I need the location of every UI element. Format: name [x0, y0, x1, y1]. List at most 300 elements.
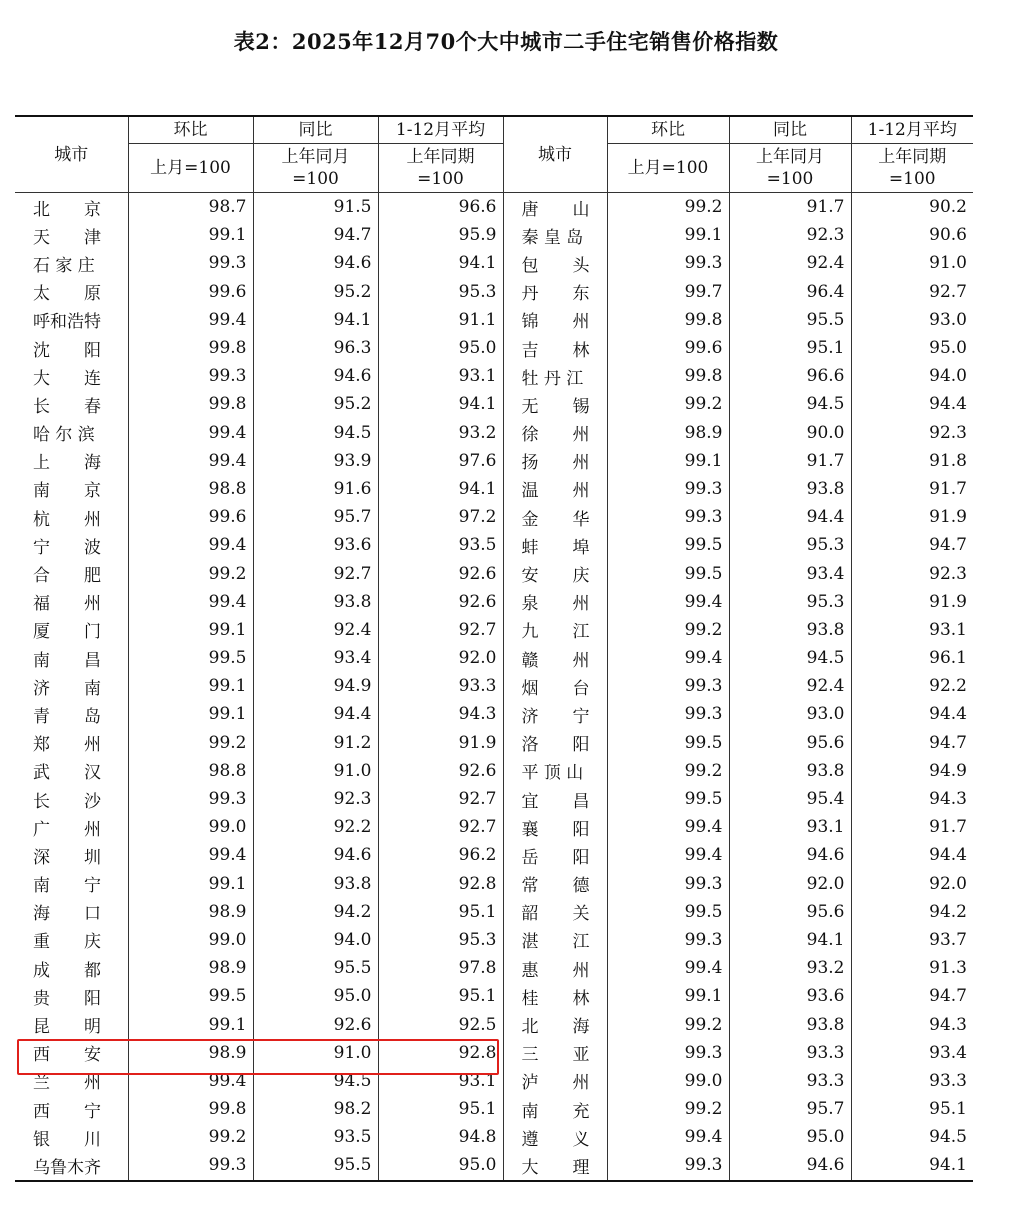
- table-row: [15, 700, 973, 728]
- left-city-cell: 长 春: [15, 390, 128, 418]
- right-mom-cell: 99.3: [607, 870, 729, 898]
- yoy-base-line2: =100: [766, 169, 814, 189]
- left-yoy-cell: 94.5: [253, 419, 378, 447]
- left-avg-cell: 96.6: [378, 193, 503, 222]
- left-city-cell: 沈 阳: [15, 334, 128, 362]
- right-avg-cell: 91.9: [851, 588, 973, 616]
- left-city-cell: 昆 明: [15, 1010, 128, 1038]
- right-city-cell: 包 头: [503, 249, 607, 277]
- right-city-cell: 丹 东: [503, 278, 607, 306]
- right-city-cell: 温 州: [503, 475, 607, 503]
- left-avg-cell: 92.5: [378, 1010, 503, 1038]
- left-city-cell: 西 安: [15, 1039, 128, 1067]
- left-city-cell: 深 圳: [15, 841, 128, 869]
- right-mom-cell: 99.3: [607, 672, 729, 700]
- right-avg-cell: 91.7: [851, 475, 973, 503]
- right-yoy-cell: 93.3: [729, 1067, 851, 1095]
- right-mom-cell: 99.7: [607, 278, 729, 306]
- table-row: [15, 813, 973, 841]
- right-avg-cell: 90.2: [851, 193, 973, 222]
- left-yoy-cell: 92.7: [253, 559, 378, 587]
- right-avg-cell: 94.7: [851, 982, 973, 1010]
- table-row: [15, 249, 973, 277]
- table-row: [15, 870, 973, 898]
- right-city-cell: 桂 林: [503, 982, 607, 1010]
- left-yoy-cell: 95.2: [253, 278, 378, 306]
- right-mom-cell: 99.2: [607, 616, 729, 644]
- left-city-cell: 大 连: [15, 362, 128, 390]
- left-yoy-cell: 93.8: [253, 588, 378, 616]
- right-mom-cell: 99.4: [607, 813, 729, 841]
- left-city-cell: 长 沙: [15, 785, 128, 813]
- right-avg-cell: 94.3: [851, 785, 973, 813]
- right-mom-cell: 99.4: [607, 841, 729, 869]
- right-mom-cell: 99.4: [607, 1123, 729, 1151]
- right-yoy-cell: 94.5: [729, 390, 851, 418]
- right-yoy-cell: 95.4: [729, 785, 851, 813]
- left-yoy-cell: 98.2: [253, 1095, 378, 1123]
- mom-base-header: 上月=100: [128, 144, 253, 193]
- left-city-cell: 天 津: [15, 221, 128, 249]
- right-city-cell: 襄 阳: [503, 813, 607, 841]
- right-yoy-cell: 94.6: [729, 1151, 851, 1180]
- avg-base-line1: 上年同期: [878, 147, 947, 167]
- left-mom-cell: 99.3: [128, 785, 253, 813]
- right-city-cell: 平 顶 山: [503, 757, 607, 785]
- price-index-table: [15, 115, 973, 1182]
- left-avg-cell: 97.2: [378, 503, 503, 531]
- left-mom-cell: 99.3: [128, 362, 253, 390]
- right-city-cell: 无 锡: [503, 390, 607, 418]
- avg-base-line2: =100: [888, 169, 936, 189]
- left-mom-cell: 98.9: [128, 1039, 253, 1067]
- table-row: [15, 531, 973, 559]
- left-mom-cell: 98.8: [128, 475, 253, 503]
- right-avg-cell: 91.3: [851, 954, 973, 982]
- right-mom-cell: 99.4: [607, 588, 729, 616]
- left-city-cell: 南 昌: [15, 644, 128, 672]
- avg-base-header: [378, 144, 503, 193]
- right-avg-cell: 94.4: [851, 841, 973, 869]
- table-title: 表2：2025年12月70个大中城市二手住宅销售价格指数: [233, 29, 779, 54]
- yoy-base-line1: 上年同月: [281, 147, 350, 167]
- right-yoy-cell: 96.6: [729, 362, 851, 390]
- right-mom-cell: 99.2: [607, 390, 729, 418]
- left-yoy-cell: 91.6: [253, 475, 378, 503]
- left-yoy-cell: 93.4: [253, 644, 378, 672]
- left-avg-cell: 95.3: [378, 278, 503, 306]
- right-avg-cell: 92.0: [851, 870, 973, 898]
- left-avg-cell: 96.2: [378, 841, 503, 869]
- left-city-cell: 厦 门: [15, 616, 128, 644]
- table-body: [15, 193, 973, 1181]
- right-mom-cell: 99.5: [607, 729, 729, 757]
- left-mom-cell: 99.1: [128, 221, 253, 249]
- left-avg-cell: 92.0: [378, 644, 503, 672]
- right-yoy-cell: 95.5: [729, 306, 851, 334]
- left-mom-cell: 99.6: [128, 278, 253, 306]
- left-mom-cell: 98.7: [128, 193, 253, 222]
- right-mom-cell: 99.6: [607, 334, 729, 362]
- right-mom-cell: 98.9: [607, 419, 729, 447]
- right-mom-cell: 99.8: [607, 306, 729, 334]
- table-row: [15, 193, 973, 222]
- right-mom-cell: 99.5: [607, 531, 729, 559]
- right-yoy-cell: 93.8: [729, 757, 851, 785]
- right-yoy-cell: 94.4: [729, 503, 851, 531]
- right-city-cell: 九 江: [503, 616, 607, 644]
- table-row: [15, 1123, 973, 1151]
- header-row-1: [15, 116, 973, 144]
- left-avg-cell: 95.1: [378, 1095, 503, 1123]
- left-avg-cell: 92.6: [378, 588, 503, 616]
- right-avg-cell: 94.2: [851, 898, 973, 926]
- left-yoy-cell: 94.0: [253, 926, 378, 954]
- right-yoy-cell: 93.4: [729, 559, 851, 587]
- right-mom-cell: 99.3: [607, 503, 729, 531]
- left-mom-cell: 99.4: [128, 841, 253, 869]
- header-row-2: [15, 144, 973, 193]
- left-yoy-cell: 94.6: [253, 362, 378, 390]
- left-yoy-cell: 94.5: [253, 1067, 378, 1095]
- right-yoy-cell: 95.1: [729, 334, 851, 362]
- left-avg-cell: 97.8: [378, 954, 503, 982]
- left-city-cell: 杭 州: [15, 503, 128, 531]
- left-yoy-cell: 94.4: [253, 700, 378, 728]
- right-avg-cell: 94.5: [851, 1123, 973, 1151]
- avg-base-line2: =100: [417, 169, 464, 189]
- right-yoy-cell: 91.7: [729, 193, 851, 222]
- left-mom-cell: 99.4: [128, 1067, 253, 1095]
- table-row: [15, 1010, 973, 1038]
- right-avg-cell: 94.1: [851, 1151, 973, 1180]
- table-row: [15, 221, 973, 249]
- yoy-base-header: [729, 144, 851, 193]
- right-city-cell: 韶 关: [503, 898, 607, 926]
- left-avg-cell: 95.1: [378, 898, 503, 926]
- right-avg-cell: 94.3: [851, 1010, 973, 1038]
- table-row: [15, 559, 973, 587]
- left-mom-cell: 99.1: [128, 672, 253, 700]
- table-row: [15, 503, 973, 531]
- right-yoy-cell: 94.6: [729, 841, 851, 869]
- right-mom-cell: 99.3: [607, 700, 729, 728]
- right-avg-cell: 90.6: [851, 221, 973, 249]
- right-yoy-cell: 93.2: [729, 954, 851, 982]
- table-row: [15, 334, 973, 362]
- left-yoy-cell: 95.2: [253, 390, 378, 418]
- left-avg-cell: 92.6: [378, 559, 503, 587]
- right-avg-cell: 92.2: [851, 672, 973, 700]
- right-avg-cell: 95.0: [851, 334, 973, 362]
- table-row: [15, 1095, 973, 1123]
- right-mom-cell: 99.1: [607, 447, 729, 475]
- avg-header: 1-12月平均: [851, 116, 973, 144]
- left-avg-cell: 95.9: [378, 221, 503, 249]
- right-yoy-cell: 96.4: [729, 278, 851, 306]
- left-city-cell: 青 岛: [15, 700, 128, 728]
- city-header: 城市: [503, 116, 607, 193]
- right-yoy-cell: 93.6: [729, 982, 851, 1010]
- right-avg-cell: 93.7: [851, 926, 973, 954]
- left-avg-cell: 91.1: [378, 306, 503, 334]
- right-city-cell: 大 理: [503, 1151, 607, 1180]
- table-row: [15, 729, 973, 757]
- left-yoy-cell: 92.6: [253, 1010, 378, 1038]
- right-mom-cell: 99.2: [607, 1095, 729, 1123]
- left-avg-cell: 97.6: [378, 447, 503, 475]
- right-avg-cell: 92.3: [851, 419, 973, 447]
- left-city-cell: 哈 尔 滨: [15, 419, 128, 447]
- avg-base-header: [851, 144, 973, 193]
- right-avg-cell: 91.7: [851, 813, 973, 841]
- left-yoy-cell: 91.2: [253, 729, 378, 757]
- right-mom-cell: 99.8: [607, 362, 729, 390]
- mom-header: 环比: [128, 116, 253, 144]
- left-city-cell: 太 原: [15, 278, 128, 306]
- left-yoy-cell: 95.0: [253, 982, 378, 1010]
- left-avg-cell: 93.5: [378, 531, 503, 559]
- left-city-cell: 福 州: [15, 588, 128, 616]
- right-mom-cell: 99.2: [607, 193, 729, 222]
- right-yoy-cell: 90.0: [729, 419, 851, 447]
- right-yoy-cell: 92.4: [729, 672, 851, 700]
- right-city-cell: 安 庆: [503, 559, 607, 587]
- table-row: [15, 475, 973, 503]
- right-yoy-cell: 93.3: [729, 1039, 851, 1067]
- left-avg-cell: 91.9: [378, 729, 503, 757]
- right-mom-cell: 99.2: [607, 757, 729, 785]
- left-yoy-cell: 93.9: [253, 447, 378, 475]
- yoy-header: 同比: [253, 116, 378, 144]
- table-row: [15, 757, 973, 785]
- yoy-header: 同比: [729, 116, 851, 144]
- right-mom-cell: 99.4: [607, 954, 729, 982]
- left-yoy-cell: 94.9: [253, 672, 378, 700]
- left-city-cell: 郑 州: [15, 729, 128, 757]
- left-mom-cell: 99.1: [128, 870, 253, 898]
- right-avg-cell: 95.1: [851, 1095, 973, 1123]
- left-avg-cell: 94.3: [378, 700, 503, 728]
- left-mom-cell: 99.8: [128, 1095, 253, 1123]
- right-avg-cell: 92.3: [851, 559, 973, 587]
- right-city-cell: 锦 州: [503, 306, 607, 334]
- avg-base-line1: 上年同期: [406, 147, 475, 167]
- left-yoy-cell: 94.6: [253, 841, 378, 869]
- left-yoy-cell: 96.3: [253, 334, 378, 362]
- left-yoy-cell: 94.2: [253, 898, 378, 926]
- left-avg-cell: 94.1: [378, 390, 503, 418]
- table-row: [15, 926, 973, 954]
- left-yoy-cell: 95.7: [253, 503, 378, 531]
- left-mom-cell: 99.0: [128, 926, 253, 954]
- left-mom-cell: 98.9: [128, 954, 253, 982]
- left-avg-cell: 95.3: [378, 926, 503, 954]
- table-row: [15, 419, 973, 447]
- left-mom-cell: 99.4: [128, 419, 253, 447]
- right-yoy-cell: 91.7: [729, 447, 851, 475]
- left-mom-cell: 99.4: [128, 588, 253, 616]
- left-yoy-cell: 94.6: [253, 249, 378, 277]
- left-city-cell: 武 汉: [15, 757, 128, 785]
- right-city-cell: 唐 山: [503, 193, 607, 222]
- left-mom-cell: 99.8: [128, 334, 253, 362]
- left-city-cell: 宁 波: [15, 531, 128, 559]
- right-city-cell: 牡 丹 江: [503, 362, 607, 390]
- left-yoy-cell: 94.7: [253, 221, 378, 249]
- left-mom-cell: 99.4: [128, 306, 253, 334]
- right-yoy-cell: 95.6: [729, 729, 851, 757]
- avg-header: 1-12月平均: [378, 116, 503, 144]
- left-mom-cell: 99.0: [128, 813, 253, 841]
- right-city-cell: 三 亚: [503, 1039, 607, 1067]
- left-yoy-cell: 94.1: [253, 306, 378, 334]
- right-yoy-cell: 95.6: [729, 898, 851, 926]
- right-yoy-cell: 92.0: [729, 870, 851, 898]
- right-avg-cell: 96.1: [851, 644, 973, 672]
- table-row: [15, 588, 973, 616]
- table-row: [15, 390, 973, 418]
- left-city-cell: 海 口: [15, 898, 128, 926]
- right-avg-cell: 93.3: [851, 1067, 973, 1095]
- right-city-cell: 宜 昌: [503, 785, 607, 813]
- right-mom-cell: 99.3: [607, 1039, 729, 1067]
- right-yoy-cell: 93.1: [729, 813, 851, 841]
- left-yoy-cell: 93.8: [253, 870, 378, 898]
- right-mom-cell: 99.2: [607, 1010, 729, 1038]
- right-yoy-cell: 95.0: [729, 1123, 851, 1151]
- right-avg-cell: 91.0: [851, 249, 973, 277]
- right-yoy-cell: 94.5: [729, 644, 851, 672]
- right-avg-cell: 94.0: [851, 362, 973, 390]
- right-yoy-cell: 92.3: [729, 221, 851, 249]
- right-yoy-cell: 95.3: [729, 531, 851, 559]
- left-mom-cell: 99.5: [128, 982, 253, 1010]
- mom-base-header: 上月=100: [607, 144, 729, 193]
- right-avg-cell: 92.7: [851, 278, 973, 306]
- right-yoy-cell: 95.7: [729, 1095, 851, 1123]
- right-city-cell: 南 充: [503, 1095, 607, 1123]
- left-yoy-cell: 95.5: [253, 1151, 378, 1180]
- left-city-cell: 乌鲁木齐: [15, 1151, 128, 1180]
- right-city-cell: 洛 阳: [503, 729, 607, 757]
- left-mom-cell: 99.4: [128, 531, 253, 559]
- left-city-cell: 广 州: [15, 813, 128, 841]
- right-city-cell: 烟 台: [503, 672, 607, 700]
- right-city-cell: 岳 阳: [503, 841, 607, 869]
- highlight-box: [17, 1039, 499, 1075]
- left-yoy-cell: 91.0: [253, 757, 378, 785]
- right-avg-cell: 91.9: [851, 503, 973, 531]
- left-avg-cell: 94.1: [378, 249, 503, 277]
- left-city-cell: 南 京: [15, 475, 128, 503]
- right-avg-cell: 94.7: [851, 531, 973, 559]
- table-row: [15, 278, 973, 306]
- table-row: [15, 616, 973, 644]
- right-mom-cell: 99.5: [607, 785, 729, 813]
- left-avg-cell: 92.6: [378, 757, 503, 785]
- left-city-cell: 北 京: [15, 193, 128, 222]
- left-avg-cell: 92.8: [378, 870, 503, 898]
- left-city-cell: 成 都: [15, 954, 128, 982]
- right-yoy-cell: 93.8: [729, 475, 851, 503]
- right-city-cell: 金 华: [503, 503, 607, 531]
- left-mom-cell: 99.2: [128, 559, 253, 587]
- mom-header: 环比: [607, 116, 729, 144]
- left-yoy-cell: 93.5: [253, 1123, 378, 1151]
- right-city-cell: 吉 林: [503, 334, 607, 362]
- right-avg-cell: 94.9: [851, 757, 973, 785]
- right-city-cell: 赣 州: [503, 644, 607, 672]
- left-avg-cell: 93.1: [378, 1067, 503, 1095]
- right-city-cell: 泸 州: [503, 1067, 607, 1095]
- left-city-cell: 合 肥: [15, 559, 128, 587]
- left-avg-cell: 93.3: [378, 672, 503, 700]
- left-avg-cell: 93.2: [378, 419, 503, 447]
- right-city-cell: 徐 州: [503, 419, 607, 447]
- left-mom-cell: 99.5: [128, 644, 253, 672]
- left-avg-cell: 92.7: [378, 616, 503, 644]
- left-avg-cell: 92.7: [378, 813, 503, 841]
- right-city-cell: 遵 义: [503, 1123, 607, 1151]
- right-yoy-cell: 93.8: [729, 616, 851, 644]
- left-mom-cell: 98.8: [128, 757, 253, 785]
- yoy-base-line2: =100: [292, 169, 339, 189]
- right-mom-cell: 99.1: [607, 221, 729, 249]
- right-mom-cell: 99.3: [607, 475, 729, 503]
- right-avg-cell: 93.4: [851, 1039, 973, 1067]
- table-row: [15, 672, 973, 700]
- table-row: [15, 362, 973, 390]
- right-avg-cell: 91.8: [851, 447, 973, 475]
- table-row: [15, 785, 973, 813]
- right-avg-cell: 93.1: [851, 616, 973, 644]
- left-avg-cell: 92.8: [378, 1039, 503, 1067]
- left-mom-cell: 99.3: [128, 249, 253, 277]
- left-avg-cell: 95.1: [378, 982, 503, 1010]
- left-avg-cell: 92.7: [378, 785, 503, 813]
- left-avg-cell: 94.8: [378, 1123, 503, 1151]
- right-mom-cell: 99.5: [607, 898, 729, 926]
- right-city-cell: 秦 皇 岛: [503, 221, 607, 249]
- right-mom-cell: 99.1: [607, 982, 729, 1010]
- right-mom-cell: 99.4: [607, 644, 729, 672]
- left-mom-cell: 98.9: [128, 898, 253, 926]
- yoy-base-header: [253, 144, 378, 193]
- right-city-cell: 惠 州: [503, 954, 607, 982]
- left-city-cell: 石 家 庄: [15, 249, 128, 277]
- right-yoy-cell: 93.0: [729, 700, 851, 728]
- right-avg-cell: 94.4: [851, 390, 973, 418]
- right-mom-cell: 99.5: [607, 559, 729, 587]
- left-yoy-cell: 92.4: [253, 616, 378, 644]
- left-city-cell: 兰 州: [15, 1067, 128, 1095]
- right-city-cell: 常 德: [503, 870, 607, 898]
- table-row: [15, 1151, 973, 1180]
- yoy-base-line1: 上年同月: [756, 147, 824, 167]
- left-yoy-cell: 92.3: [253, 785, 378, 813]
- table-row: [15, 841, 973, 869]
- right-mom-cell: 99.3: [607, 926, 729, 954]
- table-row: [15, 644, 973, 672]
- right-city-cell: 济 宁: [503, 700, 607, 728]
- left-city-cell: 南 宁: [15, 870, 128, 898]
- right-city-cell: 扬 州: [503, 447, 607, 475]
- right-yoy-cell: 95.3: [729, 588, 851, 616]
- left-city-cell: 银 川: [15, 1123, 128, 1151]
- left-mom-cell: 99.3: [128, 1151, 253, 1180]
- right-mom-cell: 99.3: [607, 249, 729, 277]
